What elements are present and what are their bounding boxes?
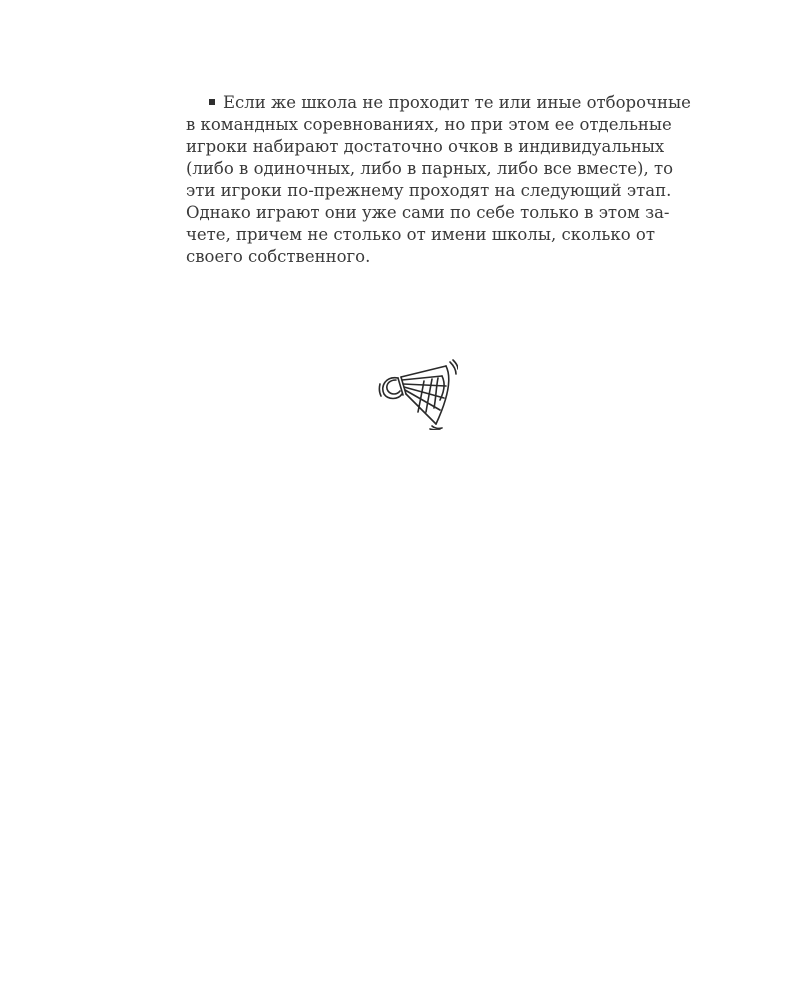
paragraph-line: в командных соревнованиях, но при этом ее отдельные — [186, 115, 672, 134]
paragraph-line: своего собственного. — [186, 247, 371, 266]
paragraph-line: чете, причем не столько от имени школы, сколько от — [186, 225, 655, 244]
paragraph-line: эти игроки по-прежнему проходят на следующий этап. — [186, 181, 672, 200]
paragraph-line: (либо в одиночных, либо в парных, либо все вместе), то — [186, 159, 674, 178]
shuttlecock-icon — [376, 358, 458, 430]
paragraph-line: игроки набирают достаточно очков в индивидуальных — [186, 137, 665, 156]
paragraph — [186, 92, 691, 268]
paragraph-line: Если же школа не проходит те или иные отборочные — [186, 92, 647, 114]
paragraph-line: Однако играют они уже сами по себе только в этом за- — [186, 203, 670, 222]
bullet-icon — [209, 99, 215, 105]
